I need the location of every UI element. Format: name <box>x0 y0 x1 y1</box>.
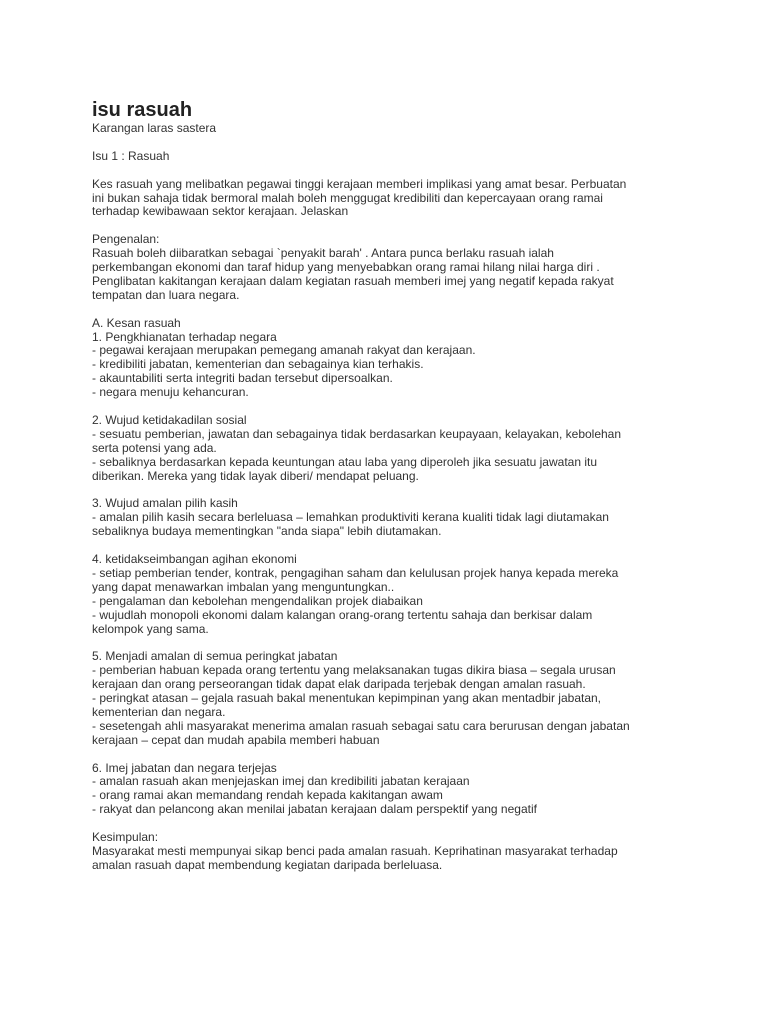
paragraph <box>92 650 692 747</box>
paragraph <box>92 150 692 164</box>
paragraph-gap <box>92 219 692 233</box>
text-line: ini bukan sahaja tidak bermoral malah boleh menggugat kredibiliti dan kepercayaan orang ramai <box>92 190 603 205</box>
text-line: Rasuah boleh diibaratkan sebagai `penyakit barah' . Antara punca berlaku rasuah ialah <box>92 246 554 261</box>
paragraph <box>92 317 692 400</box>
document-page <box>92 98 692 873</box>
paragraph <box>92 553 692 636</box>
paragraph <box>92 762 692 818</box>
text-line: - pegawai kerajaan merupakan pemegang amanah rakyat dan kerajaan. <box>92 343 476 358</box>
text-line: kerajaan – cepat dan mudah apabila memberi habuan <box>92 732 380 747</box>
text-line: Masyarakat mesti mempunyai sikap benci pada amalan rasuah. Keprihatinan masyarakat terhadap <box>92 843 618 858</box>
paragraph-gap <box>92 303 692 317</box>
text-line: - setiap pemberian tender, kontrak, pengagihan saham dan kelulusan projek hanya kepada mereka <box>92 565 619 580</box>
paragraph-gap <box>92 539 692 553</box>
text-line: Pengenalan: <box>92 232 160 247</box>
text-line: - wujudlah monopoli ekonomi dalam kalangan orang-orang tertentu sahaja dan berkisar dalam <box>92 607 593 622</box>
paragraph-gap <box>92 748 692 762</box>
text-line: sebaliknya budaya mementingkan "anda siapa" lebih diutamakan. <box>92 524 442 539</box>
document-body <box>92 122 692 873</box>
text-line: - amalan rasuah akan menjejaskan imej dan kredibiliti jabatan kerajaan <box>92 774 470 789</box>
text-line: tempatan dan luara negara. <box>92 287 240 302</box>
text-line: - sebaliknya berdasarkan kepada keuntungan atau laba yang diperoleh jika sesuatu jawatan itu <box>92 454 598 469</box>
paragraph <box>92 831 692 873</box>
text-line: serta potensi yang ada. <box>92 440 217 455</box>
text-line: - sesuatu pemberian, jawatan dan sebagainya tidak berdasarkan keupayaan, kelayakan, kebolehan <box>92 426 622 441</box>
text-line: - rakyat dan pelancong akan menilai jabatan kerajaan dalam perspektif yang negatif <box>92 802 537 817</box>
text-line: kelompok yang sama. <box>92 621 209 636</box>
text-line: - amalan pilih kasih secara berleluasa – lemahkan produktiviti kerana kualiti tidak lagi diutamakan <box>92 510 609 525</box>
text-line: - peringkat atasan – gejala rasuah bakal menentukan kepimpinan yang akan mentadbir jabatan, <box>92 691 602 706</box>
document-title: isu rasuah <box>92 99 193 121</box>
paragraph-gap <box>92 483 692 497</box>
text-line: Isu 1 : Rasuah <box>92 148 170 163</box>
text-line: 5. Menjadi amalan di semua peringkat jabatan <box>92 649 338 664</box>
paragraph-gap <box>92 636 692 650</box>
text-line: 6. Imej jabatan dan negara terjejas <box>92 760 277 775</box>
text-line: - negara menuju kehancuran. <box>92 385 249 400</box>
text-line: - orang ramai akan memandang rendah kepada kakitangan awam <box>92 788 443 803</box>
text-line: kementerian dan negara. <box>92 704 226 719</box>
paragraph <box>92 414 692 484</box>
text-line: - sesetengah ahli masyarakat menerima amalan rasuah sebagai satu cara berurusan dengan jabatan <box>92 718 630 733</box>
text-line: perkembangan ekonomi dan taraf hidup yang menyebabkan orang ramai hilang nilai harga diri . <box>92 260 600 275</box>
paragraph-gap <box>92 136 692 150</box>
paragraph-gap <box>92 164 692 178</box>
paragraph-gap <box>92 817 692 831</box>
text-line: - pemberian habuan kepada orang tertentu yang melaksanakan tugas dikira biasa – segala urusan <box>92 663 616 678</box>
text-line: kerajaan dan orang perseorangan tidak dapat elak daripada terjebak dengan amalan rasuah. <box>92 677 586 692</box>
text-line: Kes rasuah yang melibatkan pegawai tinggi kerajaan memberi implikasi yang amat besar. Perbuatan <box>92 176 627 191</box>
text-line: 2. Wujud ketidakadilan sosial <box>92 412 247 427</box>
text-line: - pengalaman dan kebolehan mengendalikan projek diabaikan <box>92 593 423 608</box>
paragraph <box>92 497 692 539</box>
text-line: Penglibatan kakitangan kerajaan dalam kegiatan rasuah memberi imej yang negatif kepada rakyat <box>92 273 614 288</box>
text-line: Kesimpulan: <box>92 830 159 845</box>
text-line: A. Kesan rasuah <box>92 315 181 330</box>
text-line: 1. Pengkhianatan terhadap negara <box>92 329 277 344</box>
text-line: diberikan. Mereka yang tidak layak diberi/ mendapat peluang. <box>92 468 419 483</box>
text-line: 4. ketidakseimbangan agihan ekonomi <box>92 551 297 566</box>
text-line: yang dapat menawarkan imbalan yang menguntungkan.. <box>92 579 395 594</box>
text-line: amalan rasuah dapat membendung kegiatan daripada berleluasa. <box>92 857 443 872</box>
paragraph-gap <box>92 400 692 414</box>
paragraph <box>92 178 692 220</box>
paragraph <box>92 233 692 303</box>
text-line: - kredibiliti jabatan, kementerian dan sebagainya kian terhakis. <box>92 357 424 372</box>
text-line: - akauntabiliti serta integriti badan tersebut dipersoalkan. <box>92 371 393 386</box>
text-line: Karangan laras sastera <box>92 121 217 135</box>
text-line: 3. Wujud amalan pilih kasih <box>92 496 238 511</box>
document-subtitle <box>92 122 692 136</box>
text-line: terhadap kewibawaan sektor kerajaan. Jelaskan <box>92 204 349 219</box>
